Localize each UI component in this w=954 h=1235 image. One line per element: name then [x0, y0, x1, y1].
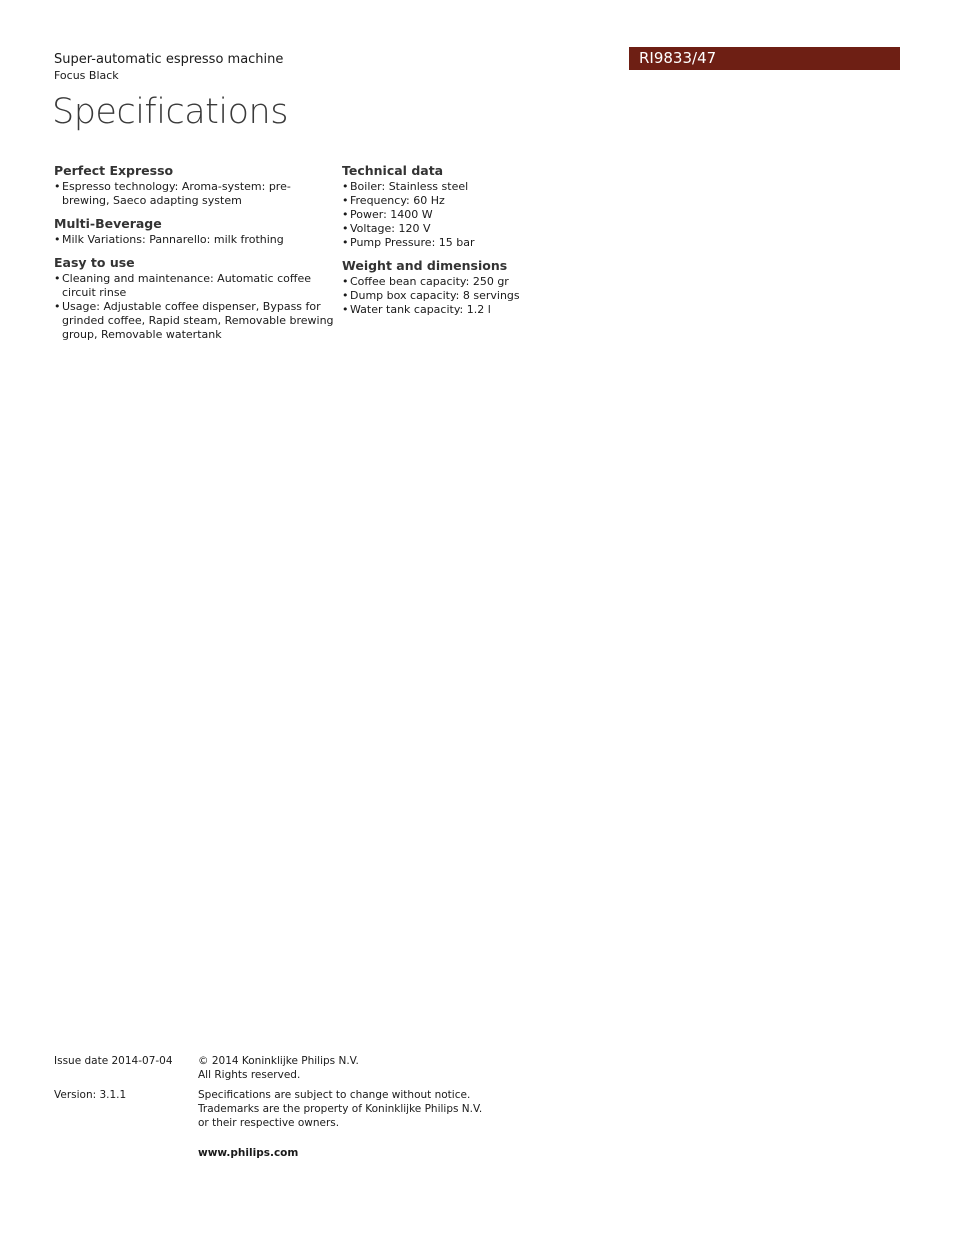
- notice-line: Trademarks are the property of Koninklijke Philips N.V.: [198, 1103, 483, 1115]
- spec-section: [342, 258, 622, 317]
- section-title: Perfect Expresso: [54, 163, 174, 178]
- footer: [54, 1054, 498, 1160]
- spec-section: [54, 216, 334, 247]
- spec-item: • Espresso technology: Aroma-system: pre-brewing, Saeco adapting system: [54, 180, 334, 208]
- copyright-line: © 2014 Koninklijke Philips N.V.: [198, 1055, 359, 1067]
- spec-list: [54, 180, 334, 208]
- page-title: Specifications: [52, 92, 288, 132]
- copyright: [198, 1054, 498, 1082]
- section-title: Multi-Beverage: [54, 216, 162, 231]
- spec-item: • Cleaning and maintenance: Automatic coffee circuit rinse: [54, 272, 334, 300]
- spec-list: [342, 180, 622, 250]
- spec-list: [342, 275, 622, 317]
- spec-item: • Coffee bean capacity: 250 gr: [342, 275, 622, 289]
- spec-item: • Pump Pressure: 15 bar: [342, 236, 622, 250]
- spec-item: • Milk Variations: Pannarello: milk frothing: [54, 233, 334, 247]
- section-title: Technical data: [342, 163, 444, 178]
- spec-item: • Frequency: 60 Hz: [342, 194, 622, 208]
- product-variant: Focus Black: [54, 69, 119, 82]
- issue-date: Issue date 2014-07-04: [54, 1055, 173, 1067]
- footer-row: [54, 1054, 498, 1082]
- spec-item: • Water tank capacity: 1.2 l: [342, 303, 622, 317]
- spec-item: • Voltage: 120 V: [342, 222, 622, 236]
- spec-item: • Usage: Adjustable coffee dispenser, Bypass for grinded coffee, Rapid steam, Removable brewing group, Removable watertank: [54, 300, 334, 342]
- spec-list: [54, 272, 334, 342]
- version: Version: 3.1.1: [54, 1089, 127, 1101]
- spec-section: [54, 163, 334, 208]
- spec-item: • Boiler: Stainless steel: [342, 180, 622, 194]
- section-title: Easy to use: [54, 255, 135, 270]
- legal-notice: [198, 1088, 498, 1130]
- notice-line: or their respective owners.: [198, 1117, 340, 1129]
- footer-row: [54, 1088, 498, 1130]
- model-badge: RI9833/47: [629, 47, 900, 70]
- website-link[interactable]: www.philips.com: [198, 1147, 299, 1159]
- spec-item: • Dump box capacity: 8 servings: [342, 289, 622, 303]
- spec-section: [54, 255, 334, 342]
- right-spec-column: [342, 163, 622, 325]
- product-name: Super-automatic espresso machine: [54, 52, 284, 67]
- left-spec-column: [54, 163, 334, 350]
- spec-item: • Power: 1400 W: [342, 208, 622, 222]
- section-title: Weight and dimensions: [342, 258, 508, 273]
- spec-section: [342, 163, 622, 250]
- notice-line: Specifications are subject to change without notice.: [198, 1089, 471, 1101]
- spec-list: [54, 233, 334, 247]
- copyright-line: All Rights reserved.: [198, 1069, 301, 1081]
